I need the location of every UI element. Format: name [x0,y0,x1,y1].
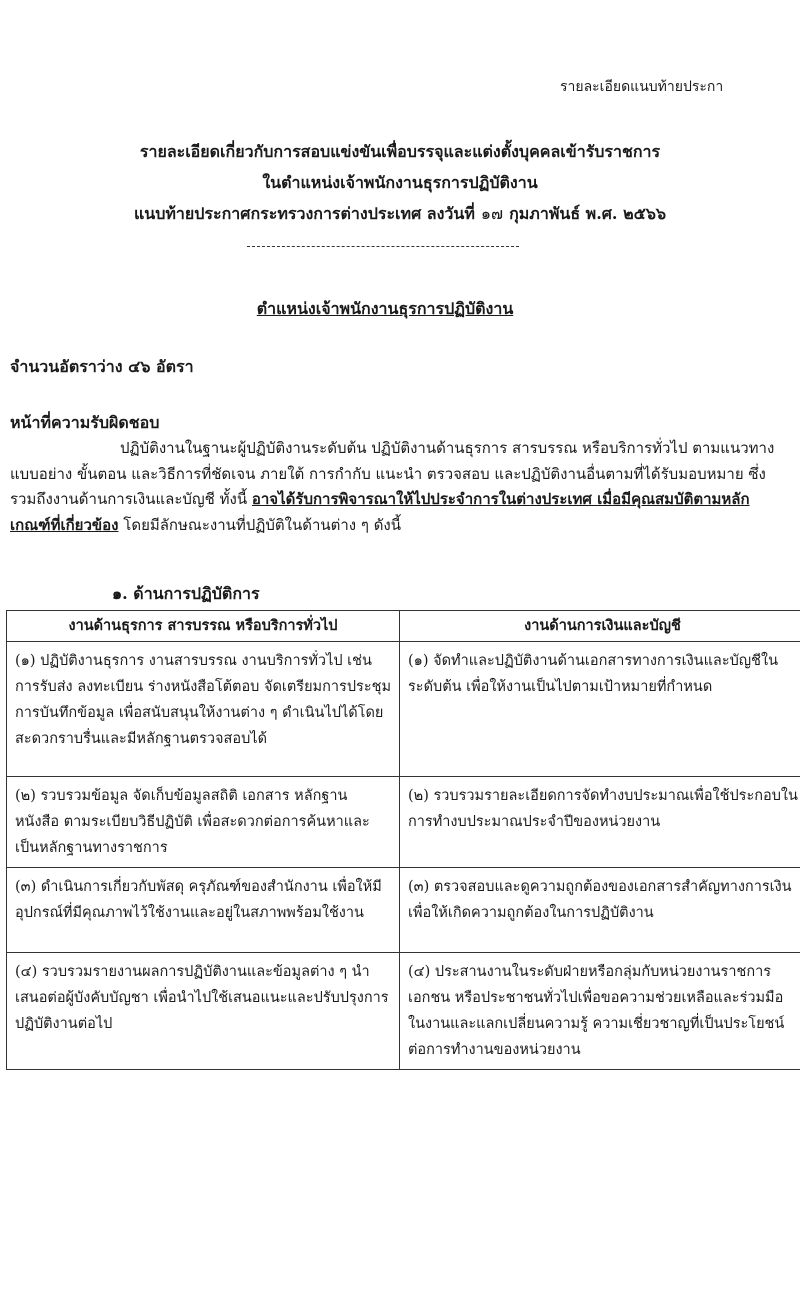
table-cell-finance: (๓) ตรวจสอบและดูความถูกต้องของเอกสารสำคัญทางการเงิน เพื่อให้เกิดความถูกต้องในการปฏิบัติงาน [400,868,800,953]
table-cell-admin: (๒) รวบรวมข้อมูล จัดเก็บข้อมูลสถิติ เอกสาร หลักฐาน หนังสือ ตามระเบียบวิธีปฏิบัติ เพื่อสะดวกต่อการค้นหาและเป็นหลักฐานทางราชการ [7,777,400,868]
document-title [0,136,800,229]
position-heading: ตำแหน่งเจ้าพนักงานธุรการปฏิบัติงาน [256,299,514,318]
duties-heading: หน้าที่ความรับผิดชอบ [10,413,160,432]
duties-text-part1: ปฏิบัติงานในฐานะผู้ปฏิบัติงานระดับต้น ปฏิบัติงานด้านธุรการ สารบรรณ หรือบริการทั่วไป ตามแนวทางแบบอย่าง ขั้นตอน และวิธีการที่ชัดเจน ภายใต้ การกำกับ แนะนำ ตรวจสอบ และปฏิบัติงานอื่นตามที่ได้รับมอบหมาย ซึ่งรวมถึงงานด้านการเงินและบัญชี ทั้งนี้ [10,439,775,508]
table-cell-admin: (๓) ดำเนินการเกี่ยวกับพัสดุ ครุภัณฑ์ของสำนักงาน เพื่อให้มีอุปกรณ์ที่มีคุณภาพไว้ใช้งานและอยู่ในสภาพพร้อมใช้งาน [7,868,400,953]
title-line-3-suffix: กุมภาพันธ์ พ.ศ. ๒๕๖๖ [509,204,667,223]
table-row [7,868,800,953]
duties-text-underlined: อาจได้รับการพิจารณาให้ไปประจำการในต่างประเทศ เมื่อมีคุณสมบัติตามหลักเกณฑ์ที่เกี่ยวข้อง [10,490,750,534]
duties-text-part2: โดยมีลักษณะงานที่ปฏิบัติในด้านต่าง ๆ ดังนี้ [123,515,402,534]
table-header-row [7,611,800,642]
column-header-finance: งานด้านการเงินและบัญชี [400,611,800,642]
table-cell-finance: (๑) จัดทำและปฏิบัติงานด้านเอกสารทางการเงินและบัญชีในระดับต้น เพื่อให้งานเป็นไปตามเป้าหมายที่กำหนด [400,642,800,777]
title-line-3 [0,198,800,229]
title-line-3-prefix: แนบท้ายประกาศกระทรวงการต่างประเทศ ลงวันที่ [133,204,475,223]
table-row [7,642,800,777]
table-cell-finance: (๒) รวบรวมรายละเอียดการจัดทำงบประมาณเพื่อใช้ประกอบในการทำงบประมาณประจำปีของหน่วยงาน [400,777,800,868]
table-cell-admin: (๔) รวบรวมรายงานผลการปฏิบัติงานและข้อมูลต่าง ๆ นำเสนอต่อผู้บังคับบัญชา เพื่อนำไปใช้เสนอแนะและปรับปรุงการปฏิบัติงานต่อไป [7,953,400,1070]
table-row [7,777,800,868]
duties-paragraph [10,436,790,538]
title-divider [247,246,519,247]
table-row [7,953,800,1070]
announcement-day: ๑๗ [480,204,504,223]
vacancy-count: จำนวนอัตราว่าง ๔๖ อัตรา [10,357,194,376]
title-line-2: ในตำแหน่งเจ้าพนักงานธุรการปฏิบัติงาน [262,173,538,192]
column-header-admin: งานด้านธุรการ สารบรรณ หรือบริการทั่วไป [7,611,400,642]
title-line-1: รายละเอียดเกี่ยวกับการสอบแข่งขันเพื่อบรรจุและแต่งตั้งบุคคลเข้ารับราชการ [139,142,661,161]
section-heading: ๑. ด้านการปฏิบัติการ [112,584,260,603]
attachment-note: รายละเอียดแนบท้ายประกา [560,79,724,95]
table-cell-admin: (๑) ปฏิบัติงานธุรการ งานสารบรรณ งานบริการทั่วไป เช่น การรับส่ง ลงทะเบียน ร่างหนังสือโต้ตอบ จัดเตรียมการประชุม การบันทึกข้อมูล เพื่อสนับสนุนให้งานต่าง ๆ ดำเนินไปได้โดยสะดวกราบรื่นและมีหลักฐานตรวจสอบได้ [7,642,400,777]
table-cell-finance: (๔) ประสานงานในระดับฝ่ายหรือกลุ่มกับหน่วยงานราชการ เอกชน หรือประชาชนทั่วไปเพื่อขอความช่วยเหลือและร่วมมือในงานและแลกเปลี่ยนความรู้ ความเชี่ยวชาญที่เป็นประโยชน์ต่อการทำงานของหน่วยงาน [400,953,800,1070]
duties-table [6,610,800,1070]
